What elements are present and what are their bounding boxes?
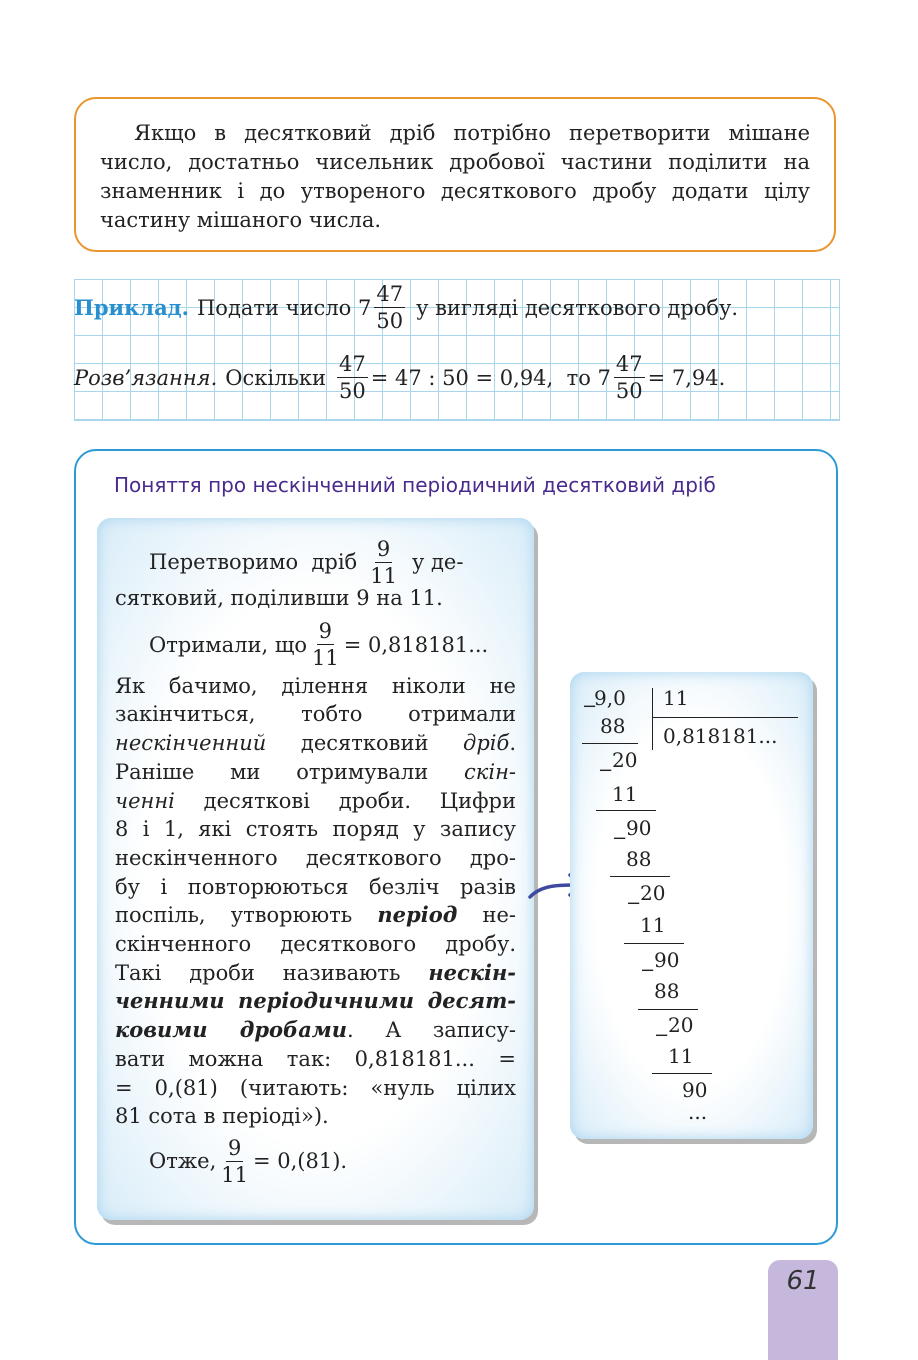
- text-line: 8 і 1, які стоять поряд у запису: [115, 817, 516, 842]
- step-value: 90: [626, 816, 652, 840]
- step-value: 20: [640, 881, 666, 905]
- bold-italic-term: період: [377, 902, 458, 928]
- text-fragment: Такі дроби називають: [115, 960, 429, 985]
- minus-sign: −: [654, 1025, 670, 1046]
- fraction-numerator: 47: [337, 351, 368, 378]
- fraction-denominator: 11: [221, 1163, 248, 1188]
- text-line: [115, 787, 516, 816]
- concept-title: Поняття про нескінченний періодичний десятковий дріб: [114, 473, 716, 497]
- minus-sign: −: [612, 828, 628, 849]
- minus-sign: −: [582, 696, 598, 717]
- step-value: 88: [600, 714, 626, 738]
- step-value: 88: [626, 847, 652, 871]
- text-line: Як бачимо, ділення ніколи не: [115, 673, 516, 698]
- paragraph-2: [115, 618, 516, 672]
- solution-fraction-2: [614, 351, 645, 405]
- text-line: вати можна так: 0,818181... =: [115, 1046, 516, 1071]
- step-value: 20: [612, 748, 638, 772]
- text-fragment: десяткові дроби. Цифри: [174, 788, 516, 813]
- text-fragment: Раніше ми отримували: [115, 759, 465, 784]
- italic-term: ченні: [115, 788, 175, 813]
- example-label: Приклад.: [74, 295, 189, 321]
- fraction-denominator: 50: [615, 379, 643, 404]
- example-task-fraction: [374, 281, 405, 335]
- p2-fraction: [310, 618, 341, 672]
- p1-after: у де-: [411, 550, 464, 575]
- text-fragment: поспіль, утворюють: [115, 903, 378, 928]
- p3-after: = 0,(81).: [253, 1149, 348, 1174]
- step-line: [610, 876, 670, 877]
- example-task-line: [74, 281, 738, 335]
- text-line: 81 сота в періоді»).: [115, 1104, 329, 1129]
- minus-sign: −: [598, 760, 614, 781]
- step-line: [596, 810, 656, 811]
- text-line: [115, 729, 516, 758]
- italic-term: нескінченний: [115, 731, 267, 756]
- bold-italic-term: ченними періодичними десят-: [115, 988, 516, 1014]
- division-bar: [652, 688, 653, 750]
- ellipsis: ...: [688, 1100, 708, 1124]
- p2-before: Отримали, що: [149, 632, 307, 657]
- long-division-card: [570, 672, 813, 1139]
- text-fragment: .: [509, 731, 516, 756]
- bold-italic-term: ковими дробами: [115, 1017, 348, 1043]
- text-line: закінчиться, тобто отримали: [115, 702, 516, 727]
- page-number: 61: [786, 1266, 820, 1296]
- step-line: [582, 743, 638, 744]
- fraction-numerator: 9: [375, 536, 392, 563]
- text-fragment: . А запису-: [347, 1018, 516, 1043]
- fraction-denominator: 50: [338, 379, 366, 404]
- text-fragment: десятковий: [266, 731, 464, 756]
- step-line: [624, 943, 684, 944]
- p1-fraction: [368, 536, 399, 590]
- solution-end: = 7,94.: [647, 365, 726, 390]
- step-value: 90: [682, 1078, 708, 1102]
- fraction-denominator: 11: [370, 564, 397, 589]
- example-task-after: у вигляді десяткового дробу.: [416, 295, 739, 320]
- quotient-line: [652, 717, 798, 718]
- rule-box: [74, 97, 836, 252]
- fraction-numerator: 47: [614, 351, 645, 378]
- italic-term: дріб: [463, 731, 510, 756]
- example-task-before: Подати число 7: [196, 295, 372, 320]
- step-line: [638, 1009, 698, 1010]
- step-value: 11: [668, 1044, 694, 1068]
- fraction-numerator: 9: [226, 1135, 243, 1162]
- solution-middle: = 47 : 50 = 0,94, то 7: [370, 365, 611, 390]
- text-line: [115, 959, 516, 988]
- step-value: 88: [654, 979, 680, 1003]
- text-line: нескінченного десяткового дро-: [115, 845, 516, 870]
- step-value: 11: [640, 913, 666, 937]
- explanation-card: [97, 518, 534, 1220]
- divisor: 11: [663, 686, 689, 710]
- step-value: 11: [612, 782, 638, 806]
- fraction-numerator: 47: [374, 281, 405, 308]
- italic-term: скін-: [464, 759, 516, 784]
- fraction-numerator: 9: [317, 618, 334, 645]
- minus-sign: −: [640, 960, 656, 981]
- step-line: [652, 1073, 712, 1074]
- quotient: 0,818181...: [663, 724, 778, 748]
- text-line: = 0,(81) (читають: «нуль цілих: [115, 1075, 516, 1100]
- solution-label: Розв’язання.: [74, 365, 218, 390]
- solution-before: Оскільки: [225, 365, 326, 390]
- page-number-tab: [768, 1260, 838, 1360]
- text-line: бу і повторюються безліч разів: [115, 874, 516, 899]
- bold-italic-term: нескін-: [428, 959, 516, 985]
- paragraph-1-line-2: сятковий, поділивши 9 на 11.: [115, 585, 443, 610]
- p1-before: Перетворимо дріб: [149, 550, 358, 575]
- text-line: [115, 987, 516, 1016]
- dividend: 9,0: [594, 686, 626, 710]
- p2-after: = 0,818181...: [343, 632, 489, 657]
- text-fragment: не-: [457, 903, 516, 928]
- paragraph-3: [115, 672, 516, 1103]
- minus-sign: −: [626, 893, 642, 914]
- text-line: скінченного десяткового дробу.: [115, 932, 516, 957]
- p3-before: Отже,: [149, 1149, 217, 1174]
- text-line: [115, 901, 516, 930]
- rule-text: Якщо в десятковий дріб потрібно перетворити мішане число, достатньо чисельник дробової частини поділити на знаменник і до утвореного десяткового дробу додати цілу частину мішаного числа.: [100, 121, 810, 232]
- text-line: [115, 1016, 516, 1045]
- paragraph-1-line-1: [115, 536, 516, 590]
- fraction-denominator: 11: [311, 646, 339, 671]
- example-grid: [74, 279, 840, 421]
- example-solution-line: [74, 351, 725, 405]
- p3-fraction: [219, 1135, 250, 1189]
- text-line: [115, 758, 516, 787]
- step-value: 20: [668, 1013, 694, 1037]
- step-value: 90: [654, 948, 680, 972]
- solution-fraction: [337, 351, 368, 405]
- paragraph-4: [115, 1135, 516, 1189]
- fraction-denominator: 50: [376, 309, 404, 334]
